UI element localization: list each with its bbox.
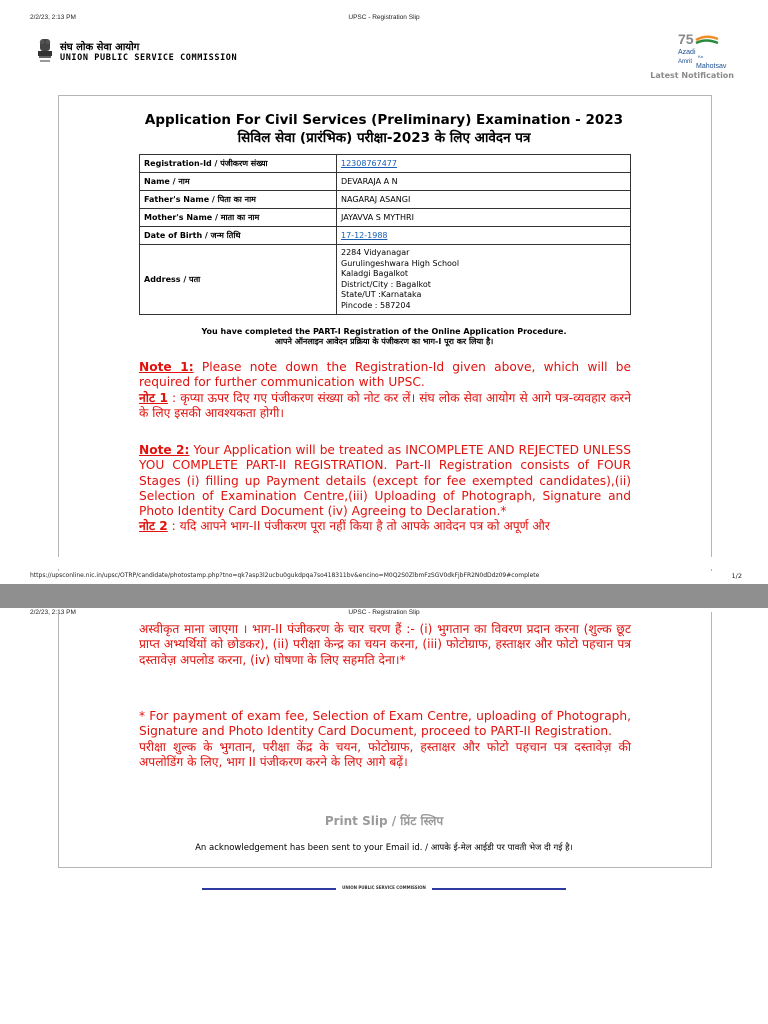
name-label: Name / नाम [140, 173, 337, 191]
address-line: State/UT :Karnataka [341, 290, 422, 299]
svg-text:75: 75 [678, 31, 694, 47]
address-line: 2284 Vidyanagar [341, 248, 410, 257]
note-1-label: Note 1: [139, 360, 194, 374]
print-datetime: 2/2/23, 2:13 PM [30, 609, 76, 616]
print-title: UPSC - Registration Slip [348, 609, 420, 616]
note-2-label: Note 2: [139, 443, 190, 457]
completion-message [0, 327, 768, 347]
print-datetime: 2/2/23, 2:13 PM [30, 14, 76, 21]
table-row [140, 191, 631, 209]
completion-message-english: You have completed the PART-I Registration of the Online Application Procedure. [201, 327, 567, 336]
fee-note-hindi: परीक्षा शुल्क के भुगतान, परीक्षा केंद्र के चयन, फोटोग्राफ, हस्ताक्षर और फोटो पहचान पत्र दस्तावेज़ की अपलोडिंग के लिए, भाग II पंजीकरण करने के लिए आगे बढ़ें। [139, 739, 631, 769]
registration-id-link[interactable]: 12308767477 [341, 159, 397, 168]
registration-details-table [139, 154, 631, 315]
address-value [337, 245, 631, 315]
org-name-hindi: संघ लोक सेवा आयोग [60, 42, 140, 53]
latest-notification-link[interactable]: Latest Notification [650, 71, 734, 80]
org-name-english: UNION PUBLIC SERVICE COMMISSION [60, 53, 238, 63]
page-break [0, 584, 768, 608]
note-2 [139, 443, 631, 535]
page-title-hindi: सिविल सेवा (प्रारंभिक) परीक्षा-2023 के लिए आवेदन पत्र [237, 130, 531, 146]
svg-text:Mahotsav: Mahotsav [696, 63, 727, 70]
page-number: 1/2 [731, 572, 742, 580]
note-2-hindi-label: नोट 2 [139, 519, 168, 534]
acknowledgement-message: An acknowledgement has been sent to your Email id. / आपके ई-मेल आईडी पर पावती भेज दी गई है। [195, 843, 573, 853]
table-row [140, 227, 631, 245]
dob-label: Date of Birth / जन्म तिथि [140, 227, 337, 245]
page-title-english: Application For Civil Services (Preliminary) Examination - 2023 [144, 112, 624, 128]
svg-text:Amrit: Amrit [678, 59, 692, 65]
print-title: UPSC - Registration Slip [348, 14, 420, 21]
print-slip-button[interactable]: Print Slip / प्रिंट स्लिप [324, 814, 444, 828]
footer-text: UNION PUBLIC SERVICE COMMISSION [342, 885, 426, 890]
father-name-value: NAGARAJ ASANGI [337, 191, 631, 209]
address-line: Kaladgi Bagalkot [341, 269, 409, 278]
note-1-hindi-label: नोट 1 [139, 390, 168, 405]
table-row [140, 245, 631, 315]
father-name-label: Father's Name / पिता का नाम [140, 191, 337, 209]
dob-link[interactable]: 17-12-1988 [341, 231, 388, 240]
table-row [140, 209, 631, 227]
address-line: Gurulingeshwara High School [341, 258, 460, 268]
address-line: District/City : Bagalkot [341, 279, 431, 289]
address-label: Address / पता [140, 245, 337, 315]
completion-message-hindi: आपने ऑनलाइन आवेदन प्रक्रिया के पंजीकरण का भाग-I पूरा कर लिया है। [274, 337, 494, 346]
ashoka-emblem-icon [36, 37, 54, 67]
address-line: Pincode : 587204 [341, 300, 411, 310]
table-row [140, 173, 631, 191]
azadi-ka-amrit-mahotsav-logo [674, 30, 744, 70]
note-2-hindi-continued: अस्वीकृत माना जाएगा । भाग-II पंजीकरण के चार चरण हैं :- (i) भुगतान का विवरण प्रदान करना (शुल्क छूट प्राप्त अभ्यर्थियों को छोडकर), (ii) परीक्षा केन्द्र का चयन करना, (iii) फोटोग्राफ, हस्ताक्षर और फोटो पहचान पत्र दस्तावेज़ अपलोड करना, (iv) घोषणा के लिए सहमति देना।* [139, 622, 631, 667]
note-1-text: Please note down the Registration-Id given above, which will be required for further communication with UPSC. [139, 360, 631, 390]
svg-text:Azadi: Azadi [678, 49, 696, 56]
svg-text:Ka: Ka [698, 54, 703, 59]
note-1 [139, 360, 631, 421]
fee-note [139, 709, 631, 770]
note-2-text: Your Application will be treated as INCOMPLETE AND REJECTED UNLESS YOU COMPLETE PART-II REGISTRATION. Part-II Registration consists of FOUR Stages (i) filling up Payment details (except for fee exempted candidates),(ii) Selection of Examination Centre,(iii) Uploading of Photograph, Signature and Photo Identity Card Document (iv) Agreeing to Declaration.* [139, 443, 631, 519]
name-value: DEVARAJA A N [337, 173, 631, 191]
print-url: https://upsconline.nic.in/upsc/OTRP/candidate/photostamp.php?tno=qk7asp3l2ucbu0gukdpqa7so418311bv&encino=M0Q2S0ZlbmFzSGV0dkFjbFR2N0dDdz09#complete [30, 572, 540, 579]
note-2-hindi-text: : यदि आपने भाग-II पंजीकरण पूरा नहीं किया है तो आपके आवेदन पत्र को अपूर्ण और [167, 519, 550, 534]
print-header [0, 14, 768, 26]
fee-note-english: * For payment of exam fee, Selection of Exam Centre, uploading of Photograph, Signature and Photo Identity Card Document, proceed to PART-II Registration. [139, 709, 631, 739]
note-1-hindi-text: : कृप्या ऊपर दिए गए पंजीकरण संख्या को नोट कर लें। संघ लोक सेवा आयोग से आगे पत्र-व्यवहार करने के लिए इसकी आवश्यकता होगी। [139, 390, 631, 420]
table-row [140, 155, 631, 173]
registration-id-label: Registration-Id / पंजीकरण संख्या [140, 155, 337, 173]
mother-name-value: JAYAVVA S MYTHRI [337, 209, 631, 227]
mother-name-label: Mother's Name / माता का नाम [140, 209, 337, 227]
